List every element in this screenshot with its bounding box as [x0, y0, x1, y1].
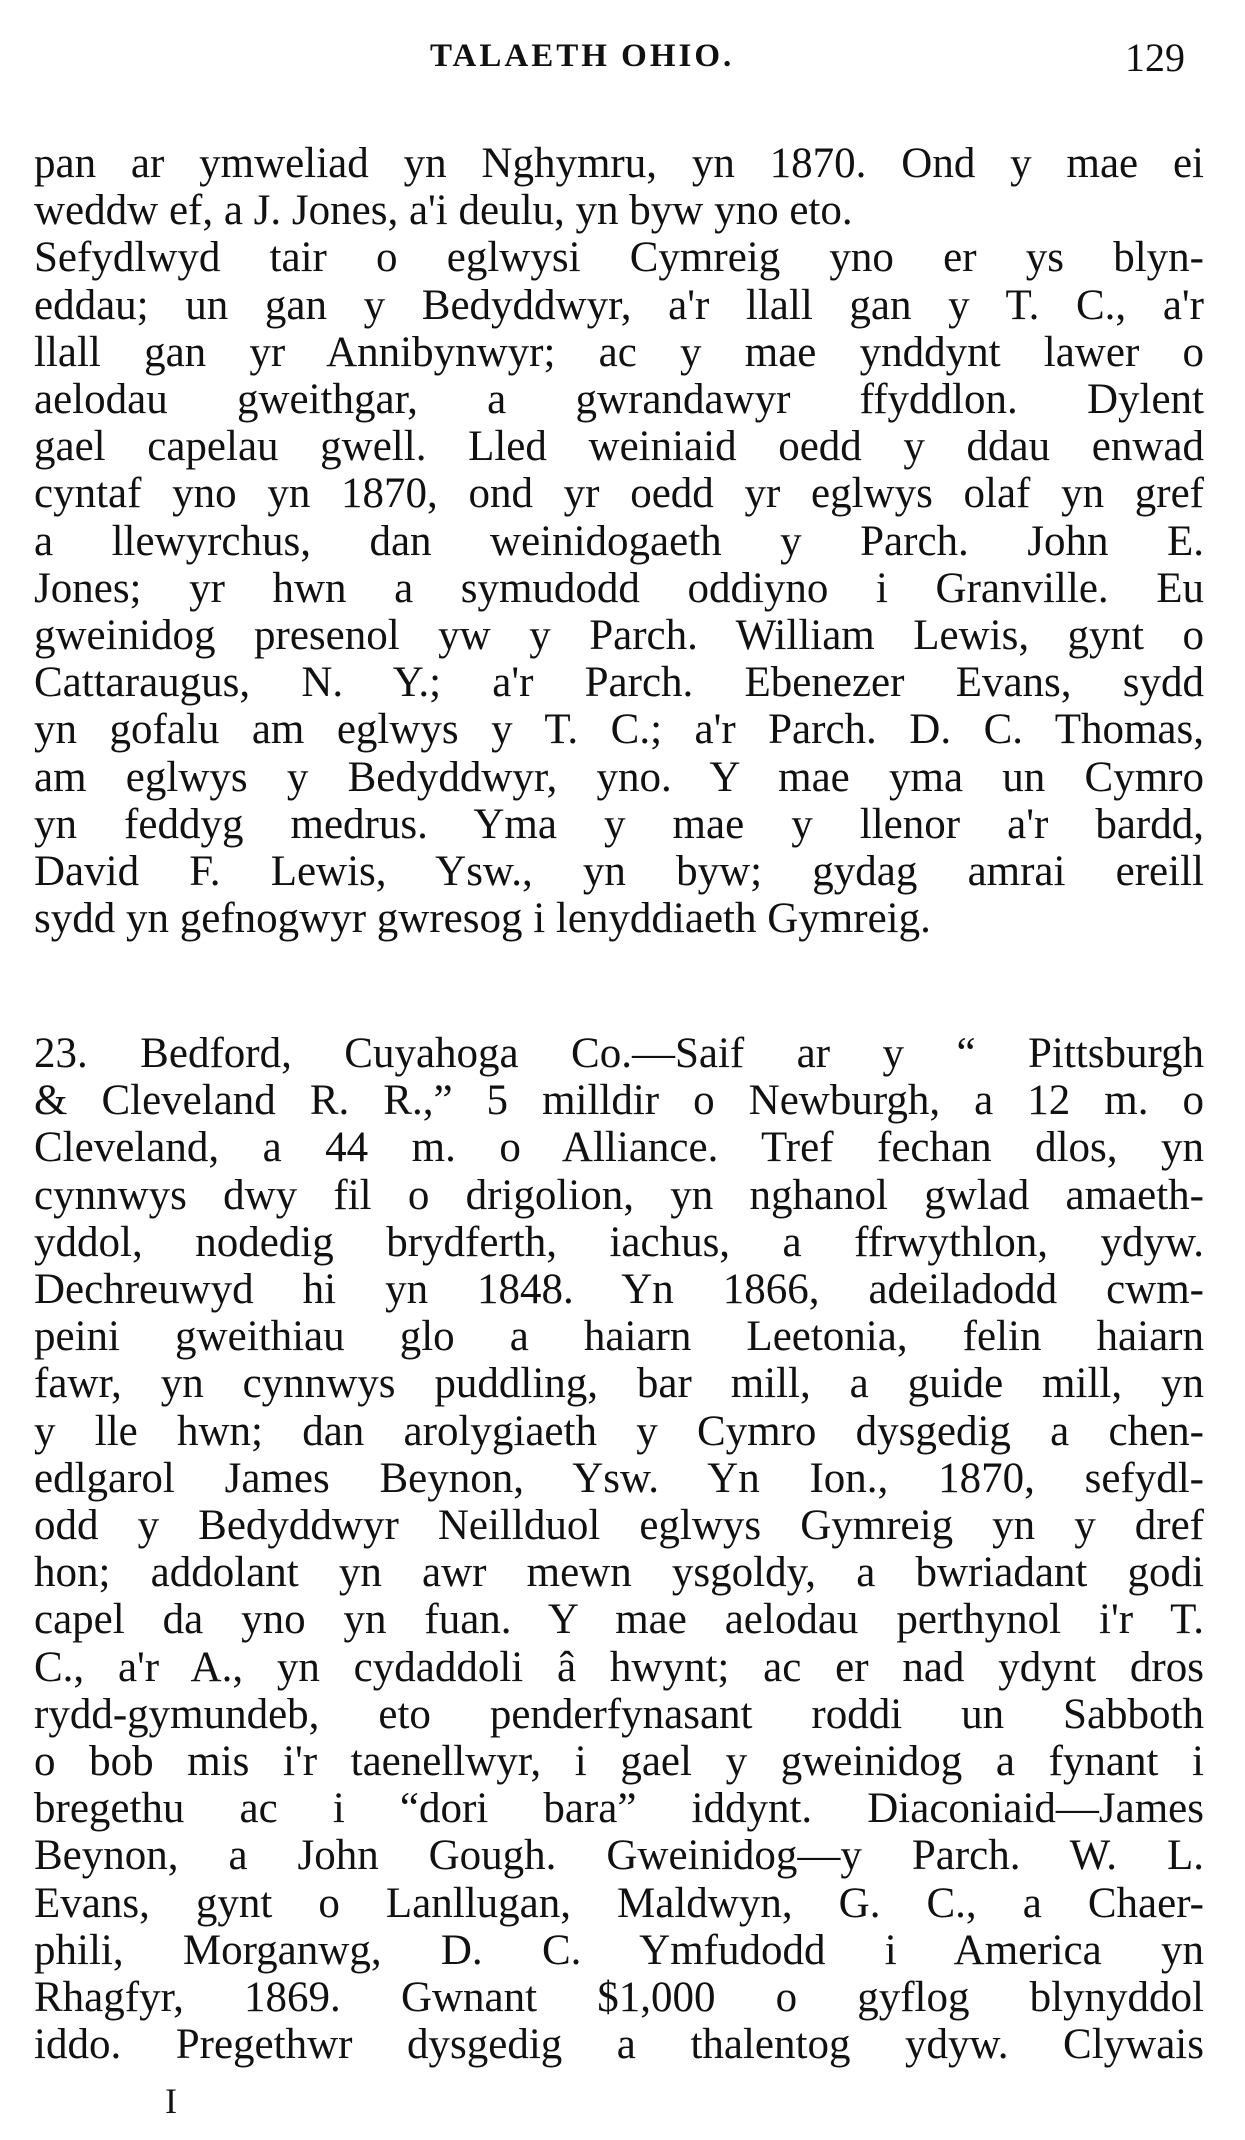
text-line: yn feddyg medrus. Yma y mae y llenor a'r bardd, [34, 800, 1204, 848]
text-line: Cattaraugus, N. Y.; a'r Parch. Ebenezer Evans, sydd [34, 659, 1204, 707]
text-line: cynnwys dwy fil o drigolion, yn nghanol gwlad amaeth- [34, 1171, 1204, 1219]
paragraph-bedford-entry [34, 1030, 1204, 2068]
text-line: C., a'r A., yn cydaddoli â hwynt; ac er nad ydynt dros [34, 1643, 1204, 1691]
text-line: yn gofalu am eglwys y T. C.; a'r Parch. D. C. Thomas, [34, 706, 1204, 754]
text-line: aelodau gweithgar, a gwrandawyr ffyddlon. Dylent [34, 376, 1204, 424]
text-line: a llewyrchus, dan weinidogaeth y Parch. John E. [34, 517, 1204, 565]
text-line: Cleveland, a 44 m. o Alliance. Tref fechan dlos, yn [34, 1124, 1204, 1172]
text-line: odd y Bedyddwyr Neillduol eglwys Gymreig yn y dref [34, 1502, 1204, 1550]
text-line: cyntaf yno yn 1870, ond yr oedd yr eglwys olaf yn gref [34, 470, 1204, 518]
text-line: David F. Lewis, Ysw., yn byw; gydag amrai ereill [34, 848, 1204, 896]
text-line: Rhagfyr, 1869. Gwnant $1,000 o gyflog blynyddol [34, 1974, 1204, 2022]
text-line: Dechreuwyd hi yn 1848. Yn 1866, adeiladodd cwm- [34, 1266, 1204, 1314]
text-line: hon; addolant yn awr mewn ysgoldy, a bwriadant godi [34, 1549, 1204, 1597]
text-line: y lle hwn; dan arolygiaeth y Cymro dysgedig a chen- [34, 1407, 1204, 1455]
page-header [0, 35, 1245, 88]
text-line: Jones; yr hwn a symudodd oddiyno i Granville. Eu [34, 564, 1204, 612]
text-line: Beynon, a John Gough. Gweinidog—y Parch. W. L. [34, 1832, 1204, 1880]
text-line: pan ar ymweliad yn Nghymru, yn 1870. Ond y mae ei [34, 140, 1204, 187]
text-line: bregethu ac i “dori bara” iddynt. Diaconiaid—James [34, 1785, 1204, 1833]
text-line: llall gan yr Annibynwyr; ac y mae ynddynt lawer o [34, 328, 1204, 376]
text-line: o bob mis i'r taenellwyr, i gael y gweinidog a fynant i [34, 1738, 1204, 1786]
text-line: yddol, nodedig brydferth, iachus, a ffrwythlon, ydyw. [34, 1218, 1204, 1266]
text-line: fawr, yn cynnwys puddling, bar mill, a guide mill, yn [34, 1360, 1204, 1408]
text-line: & Cleveland R. R.,” 5 milldir o Newburgh, a 12 m. o [34, 1077, 1204, 1125]
text-line: edlgarol James Beynon, Ysw. Yn Ion., 1870, sefydl- [34, 1454, 1204, 1502]
page-number: 129 [1125, 35, 1185, 80]
text-line: iddo. Pregethwr dysgedig a thalentog ydyw. Clywais [34, 2021, 1204, 2069]
text-line: sydd yn gefnogwyr gwresog i lenyddiaeth Gymreig. [34, 895, 931, 943]
text-line: weddw ef, a J. Jones, a'i deulu, yn byw yno eto. [34, 187, 853, 235]
running-title: TALAETH OHIO. [430, 38, 735, 74]
text-line: capel da yno yn fuan. Y mae aelodau perthynol i'r T. [34, 1596, 1204, 1644]
text-line: gweinidog presenol yw y Parch. William Lewis, gynt o [34, 612, 1204, 660]
text-line: peini gweithiau glo a haiarn Leetonia, felin haiarn [34, 1313, 1204, 1361]
text-line: am eglwys y Bedyddwyr, yno. Y mae yma un Cymro [34, 753, 1204, 801]
text-line: rydd-gymundeb, eto penderfynasant roddi un Sabboth [34, 1690, 1204, 1738]
text-line: gael capelau gwell. Lled weiniaid oedd y ddau enwad [34, 423, 1204, 471]
signature-mark: I [165, 2081, 177, 2121]
text-line: eddau; un gan y Bedyddwyr, a'r llall gan y T. C., a'r [34, 281, 1204, 329]
text-line: phili, Morganwg, D. C. Ymfudodd i America yn [34, 1926, 1204, 1974]
text-line: 23. Bedford, Cuyahoga Co.—Saif ar y “ Pittsburgh [34, 1030, 1204, 1077]
text-line: Sefydlwyd tair o eglwysi Cymreig yno er ys blyn- [34, 234, 1204, 282]
paragraph-granville-churches [34, 140, 1204, 942]
text-line: Evans, gynt o Lanllugan, Maldwyn, G. C., a Chaer- [34, 1879, 1204, 1927]
